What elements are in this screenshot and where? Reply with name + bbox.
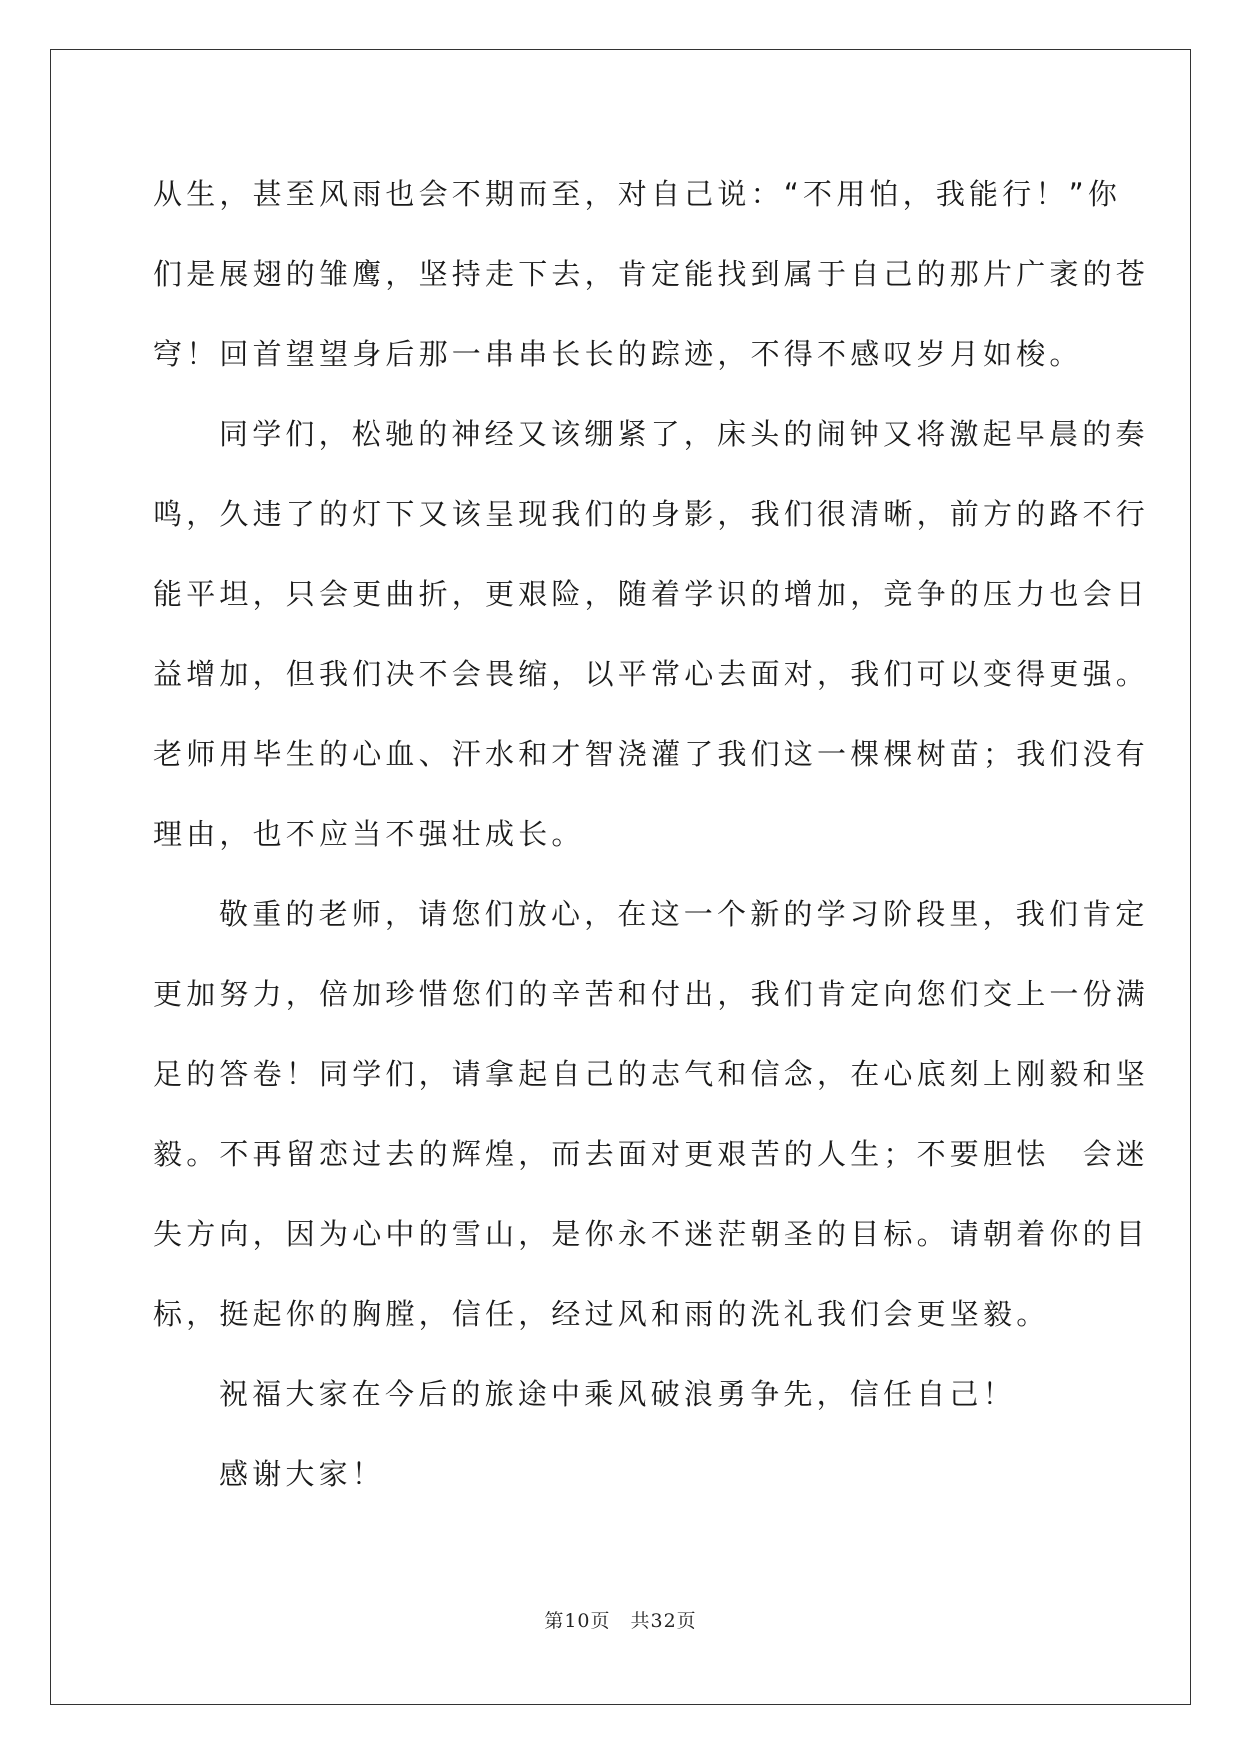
text-line: 理由，也不应当不强壮成长。 [153, 817, 585, 851]
page-footer [0, 1606, 1241, 1633]
text-line: 鸣，久违了的灯下又该呈现我们的身影，我们很清晰，前方的路不行 [153, 497, 1150, 531]
paragraph-start-line: 敬重的老师，请您们放心，在这一个新的学习阶段里，我们肯定 [219, 897, 1149, 931]
paragraph-start-line: 同学们，松驰的神经又该绷紧了，床头的闹钟又将激起早晨的奏 [219, 417, 1149, 451]
paragraph-start-line: 祝福大家在今后的旅途中乘风破浪勇争先，信任自己！ [219, 1377, 1016, 1411]
paragraph-start-line: 感谢大家！ [219, 1457, 386, 1491]
page-total: 共32页 [630, 1610, 697, 1632]
text-line: 老师用毕生的心血、汗水和才智浇灌了我们这一棵棵树苗；我们没有 [153, 737, 1150, 771]
page-number: 第10页 [544, 1610, 611, 1632]
text-line: 失方向，因为心中的雪山，是你永不迷茫朝圣的目标。请朝着你的目 [153, 1217, 1150, 1251]
text-line: 更加努力，倍加珍惜您们的辛苦和付出，我们肯定向您们交上一份满 [153, 977, 1150, 1011]
text-line: 穹！回首望望身后那一串串长长的踪迹，不得不感叹岁月如梭。 [153, 337, 1083, 371]
text-line: 从生，甚至风雨也会不期而至，对自己说：“不用怕，我能行！”你 [153, 177, 1122, 211]
text-line: 益增加，但我们决不会畏缩，以平常心去面对，我们可以变得更强。 [153, 657, 1150, 691]
text-line: 标，挺起你的胸膛，信任，经过风和雨的洗礼我们会更坚毅。 [153, 1297, 1050, 1331]
document-body [153, 154, 1150, 1514]
text-line: 毅。不再留恋过去的辉煌，而去面对更艰苦的人生；不要胆怯 会迷 [153, 1137, 1150, 1171]
text-line: 足的答卷！同学们，请拿起自己的志气和信念，在心底刻上刚毅和坚 [153, 1057, 1150, 1091]
text-line: 们是展翅的雏鹰，坚持走下去，肯定能找到属于自己的那片广袤的苍 [153, 257, 1150, 291]
text-line: 能平坦，只会更曲折，更艰险，随着学识的增加，竞争的压力也会日 [153, 577, 1150, 611]
